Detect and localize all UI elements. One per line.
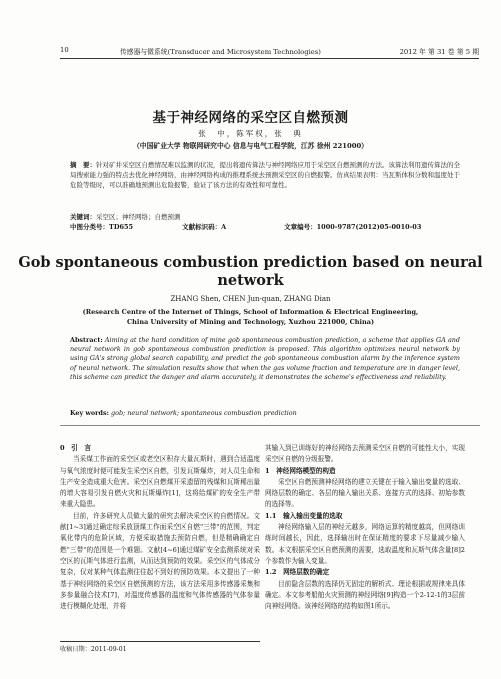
section-heading-1: 1 神经网络模型的构造 — [265, 466, 336, 475]
abstract-cn-label: 摘 要： — [70, 161, 96, 169]
english-abstract-label: Abstract: — [70, 336, 103, 344]
keywords-cn-label: 关键词： — [70, 213, 96, 221]
section-heading-intro: 0 引 言 — [60, 444, 91, 452]
running-header — [60, 44, 479, 59]
journal-name: 传感器与微系统(Transducer and Microsystem Technologies) — [120, 48, 321, 56]
page-number: 10 — [60, 46, 69, 54]
english-keywords-label: Key words: — [70, 409, 109, 417]
classification-line — [70, 222, 460, 231]
affiliation: （中国矿业大学 物联网研究中心 信息与电气工程学院，江苏 徐州 221000） — [133, 142, 368, 150]
right-column — [265, 443, 465, 612]
issue-info: 2012 年 第 31 卷 第 5 期 — [399, 48, 479, 56]
intro-paragraph-cont: 其输入到已训练好的神经网络去预测采空区自燃的可能性大小，实现采空区自燃的分级报警。 — [265, 444, 465, 464]
abstract-cn-text: 针对矿井采空区自燃情况难以监测的状况，提出将遗传算法与神经网络应用于采空区自燃预测的方法。该算法利用遗传算法的全局搜索能力强的特点去优化神经网络，由神经网络构成的推理系统去预测采空区的自燃报警。仿真结果表明：当瓦斯体积分数和温度处于危险等级时，可以准确地预测出危险报警，验证了该方法的有效性和可靠性。 — [70, 161, 460, 190]
abstract-cn — [70, 160, 460, 191]
english-affiliation-line-2: China University of Mining and Technology, Xuzhou 221000, China) — [126, 318, 375, 326]
english-affiliation-line-1: (Research Centre of the Internet of Things, School of Information & Electrical Engineering, — [82, 308, 419, 316]
footnote: 收稿日期：2011-09-01 — [60, 641, 260, 653]
english-affiliation — [0, 307, 501, 327]
subsection-heading-1-1: 1.1 输入输出变量的选取 — [265, 511, 343, 520]
left-column — [60, 443, 260, 612]
english-abstract — [70, 336, 460, 382]
intro-paragraph-1: 当采煤工作面的采空区或老空区积存大量瓦斯时，遇到合适温度与氧气浓度时便可能发生采空区自燃，引发瓦斯爆炸，对人员生命和生产安全造成重大危害。采空区自燃煤开采遗留的残煤和瓦斯稀出量的增大容易引发自燃火灾和瓦斯爆炸[1]，这将给煤矿的安全生产带来重大隐患。 — [60, 455, 260, 509]
doc-code: 文献标识码：A — [182, 223, 227, 231]
subsection-heading-1-2: 1.2 网络层数的确定 — [265, 568, 330, 577]
english-authors: ZHANG Shen, CHEN Jun-quan, ZHANG Dian — [170, 295, 331, 303]
english-keywords — [70, 409, 460, 417]
subsection-1-1-paragraph: 神经网络输入层的神经元越多，网络运算的精度越高，但网络训练时间越长，因此，选择输出时在保证精度的要求下尽量减少输入数。本文根据采空区自燃预测的需要，选取温度和瓦斯气体含量[8]2个参数作为输入变量。 — [265, 523, 465, 565]
english-title: Gob spontaneous combustion prediction based on neural network — [18, 254, 483, 289]
clc-number: 中图分类号：TD655 — [70, 223, 134, 231]
article-number: 文章编号：1000-9787(2012)05-0010-03 — [284, 223, 422, 231]
section-1-paragraph: 采空区自燃预测神经网络的建立关键在于输入输出变量的选取、网络层数的确定、各层的输入输出关系、连接方式的选择、初始参数的选择等。 — [265, 477, 465, 509]
authors: 张 中，陈军权，张 典 — [198, 129, 303, 138]
intro-paragraph-2: 目前，许多研究人员做大量的研究去解决采空区的自燃情况。文献[1~3]通过确定综采放顶煤工作面采空区自燃"三带"的范围，判定氧化带内的危险区域，方便采取措施去预防自燃，但是精确确定自燃"三带"的范围是一个难题。文献[4~6]通过煤矿安全监测系统对采空区的瓦斯气体进行监测，从而达到预防的效果。采空区的气体成分复杂，仅对某种气体监测往往起不到好的预防效果。本文提出了一种基于神经网络的采空区自燃预测的方法，该方法采用多传感器采集和多参量融合技术[7]，对温度传感器的温度和气体传感器的气体参量进行模糊化处理，并将 — [60, 511, 260, 611]
subsection-1-2-paragraph: 目前隐含层数的选择仍无固定的解析式、理论根据或规律来具体确定。本文参考船舶火灾预测的神经网络[9]构造一个2-12-1的3层前向神经网络。该神经网络的结构如图1所示。 — [265, 579, 465, 611]
keywords-cn — [70, 212, 460, 222]
section-divider — [60, 425, 480, 426]
english-abstract-text: Aiming at the hard condition of mine gob spontaneous combustion prediction, a scheme that applies GA and neural network in gob spontaneous combustion prediction is proposed. This algorithm optimizes neural network by using GA's strong global search capability, and predict the gob spontaneous combustion alarm by the inference system of neural network. The simulation results show that when the gas volume fraction and temperature are in danger level, this scheme can predict the danger and alarm accurately, it demonstrates the scheme's effectiveness and reliability. — [70, 336, 460, 381]
english-keywords-text: gob; neural network; spontaneous combustion prediction — [111, 409, 297, 417]
keywords-cn-text: 采空区；神经网络；自燃预测 — [96, 213, 181, 221]
paper-title: 基于神经网络的采空区自燃预测 — [152, 110, 349, 126]
